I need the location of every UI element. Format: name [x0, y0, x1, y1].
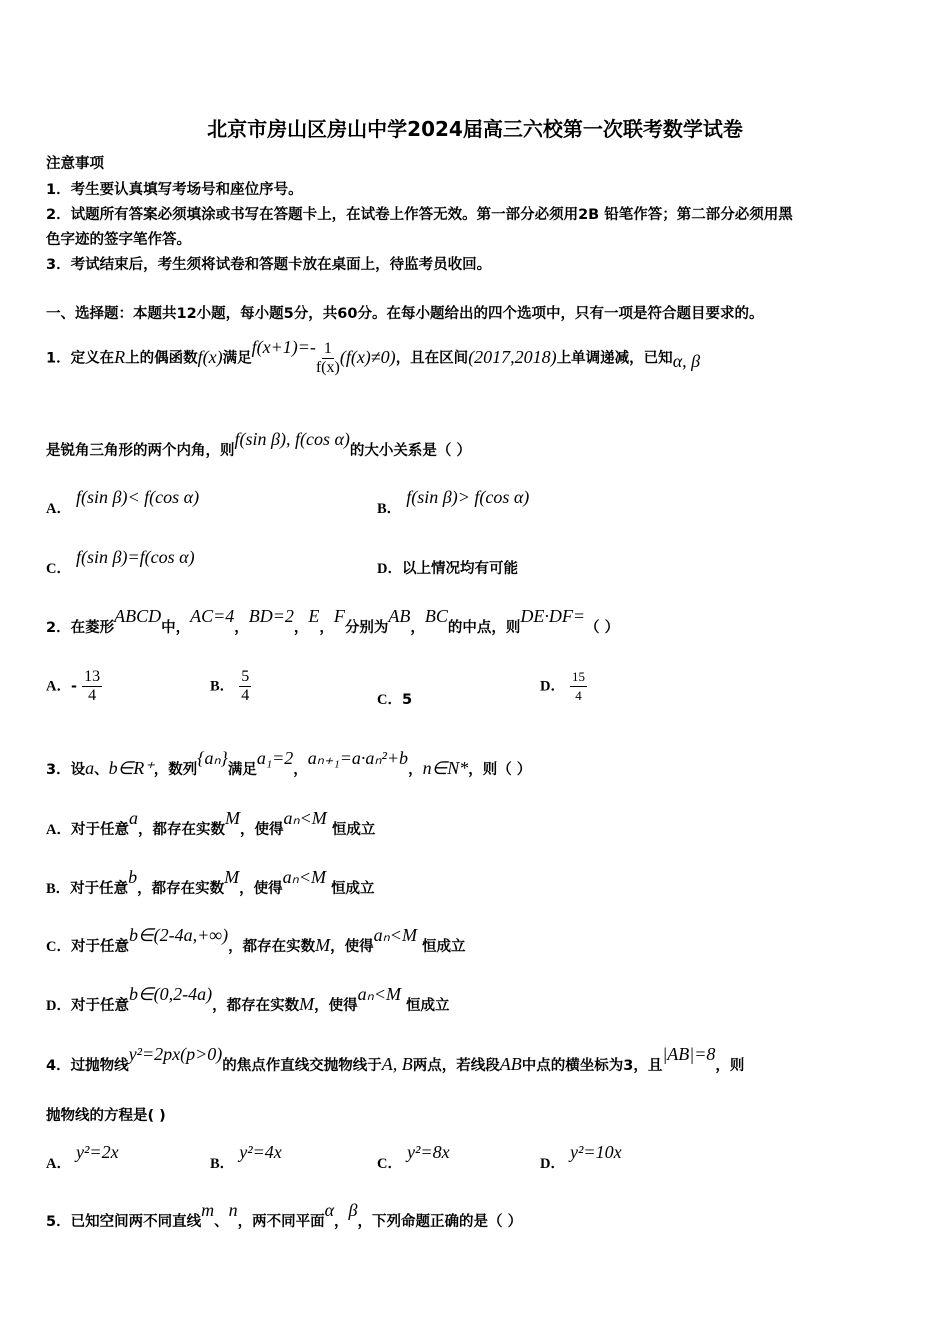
math: A, B: [381, 1054, 413, 1074]
math: aₙ<M: [373, 925, 417, 945]
fraction: [239, 668, 251, 705]
math: ABCD: [114, 606, 162, 626]
math: AC=4: [190, 606, 235, 626]
text: ，都存在实数: [137, 881, 225, 897]
option-label: C．: [377, 1156, 402, 1172]
text: 上的偶函数: [125, 350, 198, 367]
math: E: [308, 606, 320, 626]
option-d[interactable]: [46, 984, 450, 1015]
math: n∈N*: [422, 758, 469, 778]
denominator: 4: [241, 687, 250, 704]
option-c[interactable]: [377, 1142, 450, 1173]
notice-item: 3．考试结束后，考生须将试卷和答题卡放在桌面上，待监考员收回。: [46, 257, 492, 273]
fraction: [570, 668, 587, 705]
text: 中点的横坐标为3，且: [521, 1058, 663, 1074]
math: β: [348, 1200, 358, 1220]
option-b[interactable]: [46, 867, 375, 898]
math: (f(x)≠0): [339, 346, 396, 367]
option-c[interactable]: [46, 547, 195, 578]
question-1-cont: [46, 429, 471, 460]
math: b: [128, 867, 138, 887]
text: 5．已知空间两不同直线: [46, 1214, 202, 1230]
option-a[interactable]: [46, 1142, 119, 1173]
math: a₁=2: [256, 748, 294, 768]
question-3: [46, 748, 532, 779]
text: 3．设: [46, 762, 86, 778]
math: f(x): [197, 346, 223, 367]
option-text: 5: [401, 692, 413, 708]
text: ，: [234, 620, 249, 636]
text: 两点，若线段: [412, 1058, 500, 1074]
option-d[interactable]: [377, 557, 518, 578]
math: aₙ<M: [282, 867, 326, 887]
option-label: A．: [46, 1156, 71, 1172]
denominator: f(x): [315, 359, 340, 376]
math: BD=2: [248, 606, 294, 626]
math: F: [333, 606, 345, 626]
option-label: B．: [210, 678, 235, 695]
text: ，都存在实数: [137, 822, 225, 838]
text: 上单调递减，已知: [556, 350, 673, 367]
question-5: [46, 1200, 523, 1231]
text: 2．在菱形: [46, 620, 115, 636]
math: DE·DF=: [520, 606, 586, 626]
text: 是锐角三角形的两个内角，则: [46, 443, 235, 459]
question-4-cont: 抛物线的方程是( ): [46, 1108, 166, 1124]
option-label: D．: [46, 998, 71, 1014]
notice-item: 1．考生要认真填写考场号和座位序号。: [46, 182, 303, 198]
option-d[interactable]: [540, 1142, 622, 1173]
math: AB: [388, 606, 411, 626]
text: ，且在区间: [395, 350, 469, 367]
numerator: 5: [241, 668, 250, 685]
math: f(sin β), f(cos α): [234, 429, 350, 449]
text: ，下列命题正确的是（ ）: [357, 1214, 523, 1230]
option-a[interactable]: [46, 668, 102, 705]
text: 对于任意: [70, 998, 129, 1014]
text: 的中点，则: [447, 620, 521, 636]
option-label: C．: [46, 939, 71, 955]
text: 恒成立: [331, 822, 376, 838]
math: BC: [424, 606, 448, 626]
text: ，使得: [314, 998, 358, 1014]
text: 对于任意: [70, 822, 129, 838]
math: b∈(0,2-4a): [128, 984, 213, 1004]
denominator: 4: [88, 687, 97, 704]
math: y²=2x: [76, 1142, 119, 1162]
text: 、: [214, 1214, 229, 1230]
text: 中，: [161, 620, 191, 636]
option-b[interactable]: [210, 668, 251, 705]
numerator: 13: [84, 668, 101, 685]
math: α, β: [672, 350, 701, 371]
option-label: B．: [210, 1156, 235, 1172]
text: ，则: [715, 1058, 745, 1074]
math: |AB|=8: [662, 1044, 716, 1064]
math: M: [299, 994, 315, 1014]
text: 的大小关系是（ ）: [349, 443, 471, 459]
option-label: D．: [377, 561, 402, 577]
option-label: A．: [46, 822, 71, 838]
math: aₙ<M: [283, 808, 327, 828]
math: b∈R⁺: [108, 758, 154, 778]
option-a[interactable]: [46, 487, 200, 518]
fraction: [316, 340, 340, 377]
text: ，: [334, 1214, 349, 1230]
section-heading: 一、选择题：本题共12小题，每小题5分，共60分。在每小题给出的四个选项中，只有一项是符合题目要求的。: [46, 306, 764, 322]
text: 4．过抛物线: [46, 1058, 129, 1074]
math: M: [224, 808, 240, 828]
text: ，使得: [239, 822, 284, 838]
math: y²=2px(p>0): [128, 1044, 223, 1064]
notice-item: 2．试题所有答案必须填涂或书写在答题卡上，在试卷上作答无效。第一部分必须用2B 铅笔作答；第二部分必须用黑: [46, 207, 793, 223]
text: ，两不同平面: [237, 1214, 325, 1230]
option-c[interactable]: [377, 688, 412, 709]
math: {aₙ}: [197, 748, 228, 768]
math: AB: [499, 1054, 522, 1074]
math: n: [228, 1200, 238, 1220]
text: 恒成立: [406, 998, 450, 1014]
text: ，使得: [330, 939, 374, 955]
question-1: [46, 336, 701, 377]
text: 的焦点作直线交抛物线于: [222, 1058, 382, 1074]
text: ，: [408, 762, 423, 778]
option-label: B．: [46, 881, 71, 897]
option-c[interactable]: [46, 925, 466, 956]
text: ，: [293, 762, 308, 778]
option-d[interactable]: [540, 668, 587, 705]
option-a[interactable]: [46, 808, 376, 839]
option-label: D．: [540, 678, 565, 695]
math: f(sin β)> f(cos α): [406, 487, 530, 507]
text: 满足: [222, 350, 252, 367]
text: ，使得: [239, 881, 283, 897]
text: ，都存在实数: [228, 939, 316, 955]
math: y²=10x: [570, 1142, 622, 1162]
option-b[interactable]: [210, 1142, 282, 1173]
text: ，数列: [153, 762, 198, 778]
math: y²=4x: [239, 1142, 282, 1162]
math: M: [224, 867, 240, 887]
text: 满足: [227, 762, 257, 778]
text: ，: [293, 620, 309, 636]
text: ，: [410, 620, 425, 636]
option-b[interactable]: [377, 487, 530, 518]
text: ，: [319, 620, 334, 636]
text: ，则（ ）: [468, 762, 532, 778]
math: b∈(2-4a,+∞): [128, 925, 229, 945]
math: M: [315, 935, 331, 955]
math: aₙ₊₁=a·aₙ²+b: [307, 748, 409, 768]
minus-sign: -: [70, 678, 78, 695]
option-label: A．: [46, 501, 71, 517]
math: α: [324, 1200, 335, 1220]
fraction: [82, 668, 102, 705]
option-label: A．: [46, 678, 71, 695]
math: R: [114, 346, 126, 367]
math: aₙ<M: [357, 984, 401, 1004]
numerator: 1: [323, 340, 332, 357]
denominator: 4: [575, 688, 582, 703]
text: 对于任意: [70, 939, 129, 955]
math: f(sin β)< f(cos α): [76, 487, 200, 507]
option-label: B．: [377, 501, 402, 517]
text: 、: [94, 762, 109, 778]
notice-item: 色字迹的签字笔作答。: [46, 232, 191, 248]
option-label: D．: [540, 1156, 565, 1172]
question-4: [46, 1044, 745, 1075]
math: f(x+1)=-: [251, 336, 316, 357]
page-title: 北京市房山区房山中学2024届高三六校第一次联考数学试卷: [207, 117, 743, 141]
option-text: 以上情况均有可能: [401, 561, 518, 577]
text: 1．定义在: [46, 350, 115, 367]
math: m: [201, 1200, 215, 1220]
text: 分别为: [344, 620, 389, 636]
option-label: C．: [377, 692, 402, 708]
math: a: [85, 758, 95, 778]
math: f(sin β)=f(cos α): [76, 547, 195, 567]
text: 恒成立: [331, 881, 375, 897]
notice-heading: 注意事项: [46, 156, 104, 172]
text: 恒成立: [422, 939, 466, 955]
math: y²=8x: [407, 1142, 450, 1162]
text: ，都存在实数: [212, 998, 300, 1014]
math: a: [128, 808, 138, 828]
math: (2017,2018): [468, 346, 557, 367]
numerator: 15: [570, 668, 587, 687]
text: 对于任意: [70, 881, 129, 897]
option-label: C．: [46, 561, 71, 577]
text: （ ）: [585, 620, 620, 636]
question-2: [46, 606, 620, 637]
